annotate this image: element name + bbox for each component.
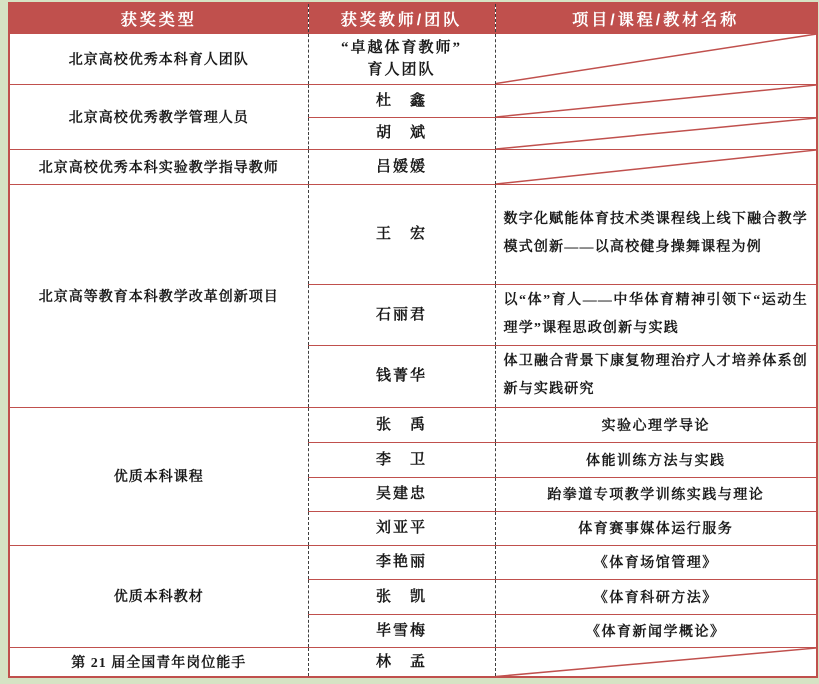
header-row (9, 3, 817, 33)
project-cell: 跆拳道专项教学训练实践与理论 (495, 477, 817, 511)
teacher-cell: 林 孟 (308, 647, 495, 677)
empty-project-cell (495, 84, 817, 117)
project-cell: 以“体”育人——中华体育精神引领下“运动生理学”课程思政创新与实践 (495, 284, 817, 345)
teacher-line-2: 育人团队 (367, 61, 436, 78)
category-cell: 优质本科教材 (9, 545, 308, 647)
table-row (9, 647, 817, 677)
table-row (9, 407, 817, 442)
project-cell: 数字化赋能体育技术类课程线上线下融合教学模式创新——以高校健身操舞课程为例 (495, 184, 817, 284)
teacher-cell: 李艳丽 (308, 545, 495, 579)
table-row (9, 84, 817, 117)
empty-project-cell (495, 33, 817, 84)
teacher-cell: 胡 斌 (308, 117, 495, 149)
empty-project-cell (495, 647, 817, 677)
teacher-cell: 毕雪梅 (308, 614, 495, 647)
project-cell: 《体育新闻学概论》 (495, 614, 817, 647)
category-cell: 第 21 届全国青年岗位能手 (9, 647, 308, 677)
header-award-type: 获奖类型 (9, 3, 308, 33)
diagonal-slash-icon (496, 34, 817, 84)
teacher-cell: 张 凯 (308, 579, 495, 614)
teacher-cell: 杜 鑫 (308, 84, 495, 117)
teacher-cell: 石丽君 (308, 284, 495, 345)
teacher-cell: 吴建忠 (308, 477, 495, 511)
teacher-cell: 吕媛媛 (308, 149, 495, 184)
project-cell: 《体育场馆管理》 (495, 545, 817, 579)
teacher-cell: 刘亚平 (308, 511, 495, 545)
empty-project-cell (495, 149, 817, 184)
category-cell: 优质本科课程 (9, 407, 308, 545)
diagonal-slash-icon (496, 648, 817, 677)
category-cell: 北京高等教育本科教学改革创新项目 (9, 184, 308, 407)
award-table (8, 2, 818, 678)
teacher-cell: 王 宏 (308, 184, 495, 284)
table-row (9, 149, 817, 184)
teacher-line-1: “卓越体育教师” (340, 39, 462, 56)
project-cell: 实验心理学导论 (495, 407, 817, 442)
diagonal-slash-icon (496, 118, 817, 149)
project-cell: 《体育科研方法》 (495, 579, 817, 614)
teacher-cell: 李 卫 (308, 442, 495, 477)
diagonal-slash-icon (496, 85, 817, 117)
category-cell: 北京高校优秀教学管理人员 (9, 84, 308, 149)
table-row (9, 33, 817, 84)
teacher-cell: 钱菁华 (308, 345, 495, 407)
project-cell: 体能训练方法与实践 (495, 442, 817, 477)
diagonal-slash-icon (496, 150, 817, 184)
teacher-cell: 张 禹 (308, 407, 495, 442)
project-cell: 体育赛事媒体运行服务 (495, 511, 817, 545)
teacher-cell (308, 33, 495, 84)
table-row (9, 545, 817, 579)
table-row (9, 184, 817, 284)
project-cell: 体卫融合背景下康复物理治疗人才培养体系创新与实践研究 (495, 345, 817, 407)
table-header (9, 3, 817, 33)
category-cell: 北京高校优秀本科育人团队 (9, 33, 308, 84)
header-teacher-team: 获奖教师/团队 (308, 3, 495, 33)
empty-project-cell (495, 117, 817, 149)
header-project-name: 项目/课程/教材名称 (495, 3, 817, 33)
category-cell: 北京高校优秀本科实验教学指导教师 (9, 149, 308, 184)
